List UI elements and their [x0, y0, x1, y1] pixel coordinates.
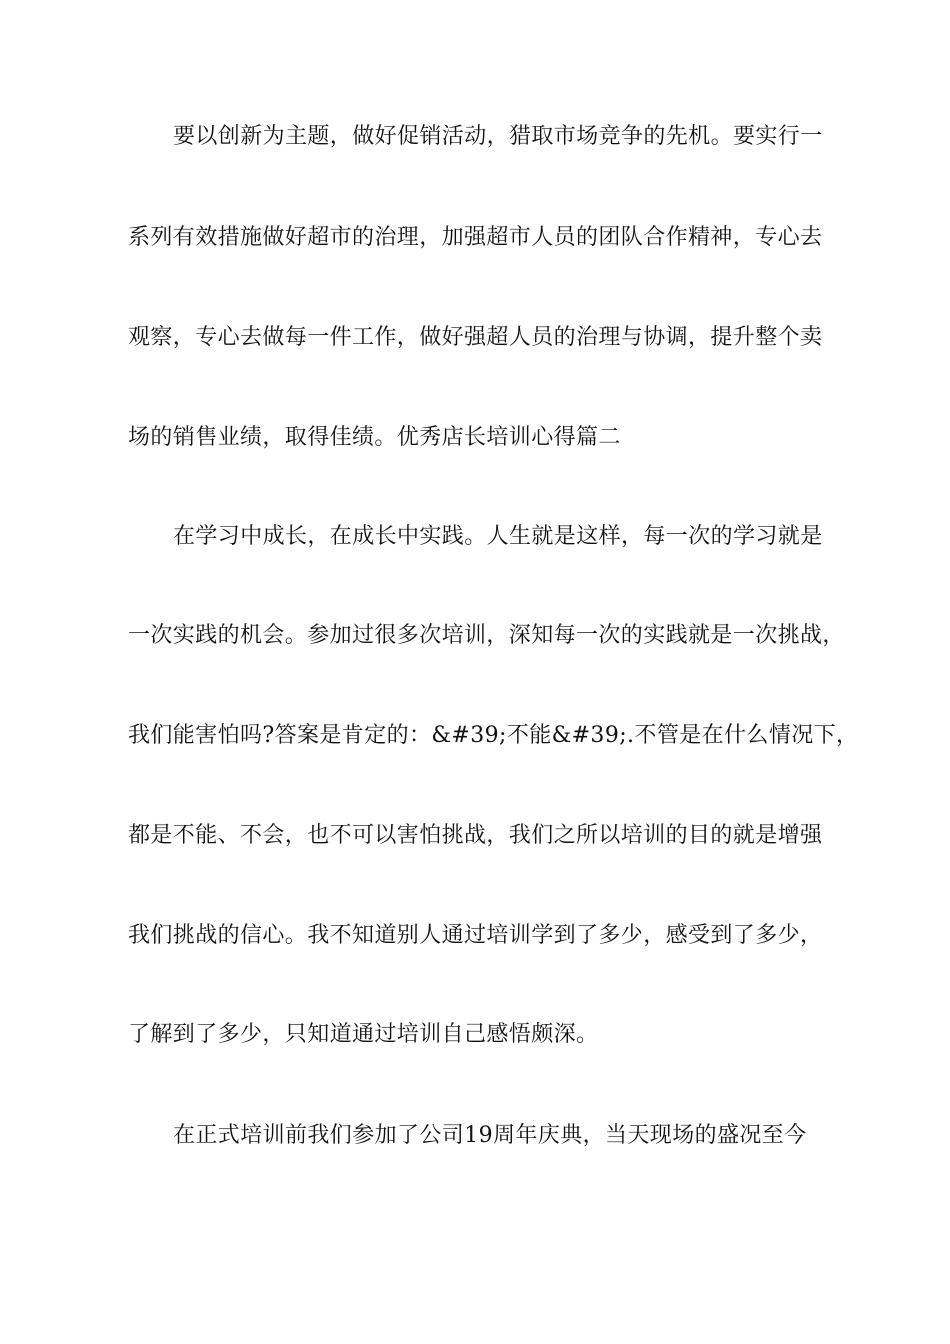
- paragraph-2-line-4: 都是不能、不会，也不可以害怕挑战，我们之所以培训的目的就是增强: [128, 823, 823, 848]
- paragraph-1-line-2: 系列有效措施做好超市的治理，加强超市人员的团队合作精神，专心去: [128, 225, 823, 250]
- paragraph-3-line-1: 在正式培训前我们参加了公司19周年庆典，当天现场的盛况至今: [173, 1123, 807, 1148]
- paragraph-1-line-1: 要以创新为主题，做好促销活动，猎取市场竞争的先机。要实行一: [173, 124, 823, 149]
- paragraph-2-line-6: 了解到了多少，只知道通过培训自己感悟颇深。: [128, 1022, 599, 1047]
- paragraph-1-line-3: 观察，专心去做每一件工作，做好强超人员的治理与协调，提升整个卖: [128, 325, 823, 350]
- paragraph-1-line-4: 场的销售业绩，取得佳绩。优秀店长培训心得篇二: [128, 425, 621, 450]
- paragraph-2-line-1: 在学习中成长，在成长中实践。人生就是这样，每一次的学习就是: [173, 524, 823, 549]
- paragraph-2-line-5: 我们挑战的信心。我不知道别人通过培训学到了多少，感受到了多少，: [128, 923, 823, 948]
- paragraph-2-line-2: 一次实践的机会。参加过很多次培训，深知每一次的实践就是一次挑战，: [128, 623, 845, 648]
- paragraph-2-line-3: 我们能害怕吗?答案是肯定的：&#39;不能&#39;.不管是在什么情况下，: [128, 723, 859, 748]
